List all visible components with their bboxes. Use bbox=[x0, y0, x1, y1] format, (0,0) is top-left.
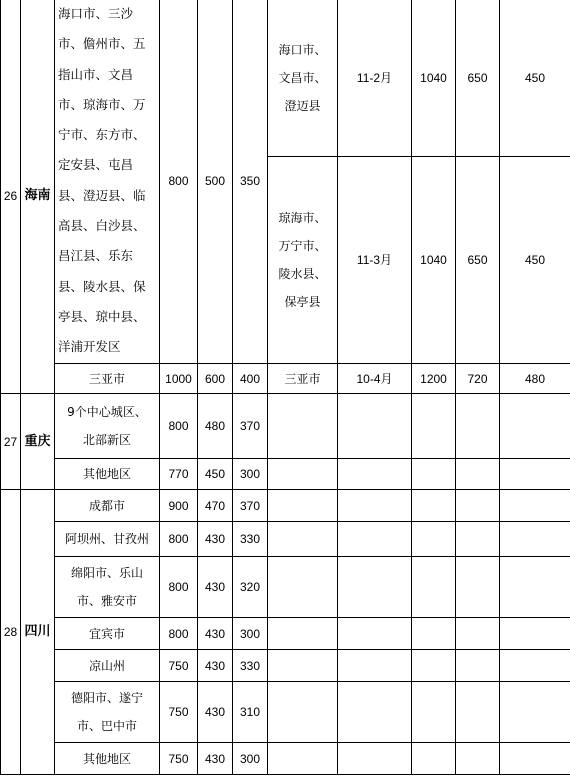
sub-area: 阿坝州、甘孜州 bbox=[55, 522, 160, 557]
standard-value: 470 bbox=[198, 490, 233, 522]
standard-value: 800 bbox=[160, 618, 198, 650]
empty-cell bbox=[338, 557, 412, 618]
sub-area: 其他地区 bbox=[55, 459, 160, 490]
sub-area: 绵阳市、乐山 市、雅安市 bbox=[55, 557, 160, 618]
empty-cell bbox=[338, 522, 412, 557]
empty-cell bbox=[412, 490, 456, 522]
standard-value: 300 bbox=[233, 743, 268, 775]
province-name: 重庆 bbox=[21, 394, 55, 490]
empty-cell bbox=[500, 459, 570, 490]
standard-value: 320 bbox=[233, 557, 268, 618]
standard-value: 900 bbox=[160, 490, 198, 522]
empty-cell bbox=[338, 490, 412, 522]
peak-value: 720 bbox=[456, 364, 500, 394]
peak-value: 1040 bbox=[412, 157, 456, 364]
peak-value: 450 bbox=[500, 0, 570, 157]
standard-value: 300 bbox=[233, 618, 268, 650]
empty-cell bbox=[338, 682, 412, 743]
empty-cell bbox=[412, 743, 456, 775]
empty-cell bbox=[338, 743, 412, 775]
province-name: 四川 bbox=[21, 490, 55, 775]
standard-value: 370 bbox=[233, 394, 268, 459]
sub-area: 三亚市 bbox=[55, 364, 160, 394]
empty-cell bbox=[338, 650, 412, 682]
peak-value: 480 bbox=[500, 364, 570, 394]
sub-area: 成都市 bbox=[55, 490, 160, 522]
peak-period: 11-3月 bbox=[338, 157, 412, 364]
row-number: 28 bbox=[1, 490, 21, 775]
empty-cell bbox=[412, 522, 456, 557]
peak-area: 琼海市、 万宁市、 陵水县、 保亭县 bbox=[268, 157, 338, 364]
standard-value: 800 bbox=[160, 522, 198, 557]
standard-value: 300 bbox=[233, 459, 268, 490]
standard-value: 600 bbox=[198, 364, 233, 394]
standard-value: 330 bbox=[233, 650, 268, 682]
empty-cell bbox=[338, 394, 412, 459]
empty-cell bbox=[412, 650, 456, 682]
sub-area: 宜宾市 bbox=[55, 618, 160, 650]
standard-value: 750 bbox=[160, 682, 198, 743]
empty-cell bbox=[500, 682, 570, 743]
empty-cell bbox=[456, 490, 500, 522]
empty-cell bbox=[268, 650, 338, 682]
sub-area: 德阳市、遂宁 市、巴中市 bbox=[55, 682, 160, 743]
empty-cell bbox=[268, 522, 338, 557]
empty-cell bbox=[456, 618, 500, 650]
empty-cell bbox=[268, 743, 338, 775]
row-number: 27 bbox=[1, 394, 21, 490]
standard-value: 350 bbox=[233, 0, 268, 364]
empty-cell bbox=[500, 557, 570, 618]
empty-cell bbox=[412, 557, 456, 618]
empty-cell bbox=[456, 522, 500, 557]
empty-cell bbox=[412, 459, 456, 490]
sub-area: 凉山州 bbox=[55, 650, 160, 682]
empty-cell bbox=[500, 650, 570, 682]
standard-value: 430 bbox=[198, 522, 233, 557]
empty-cell bbox=[268, 394, 338, 459]
empty-cell bbox=[268, 490, 338, 522]
standard-value: 430 bbox=[198, 650, 233, 682]
empty-cell bbox=[456, 682, 500, 743]
empty-cell bbox=[268, 682, 338, 743]
standard-value: 480 bbox=[198, 394, 233, 459]
empty-cell bbox=[500, 743, 570, 775]
standard-value: 450 bbox=[198, 459, 233, 490]
empty-cell bbox=[500, 490, 570, 522]
standard-value: 750 bbox=[160, 743, 198, 775]
standard-value: 800 bbox=[160, 394, 198, 459]
standard-value: 370 bbox=[233, 490, 268, 522]
province-name: 海南 bbox=[21, 0, 55, 394]
peak-period: 11-2月 bbox=[338, 0, 412, 157]
standard-value: 750 bbox=[160, 650, 198, 682]
standard-value: 400 bbox=[233, 364, 268, 394]
peak-value: 1040 bbox=[412, 0, 456, 157]
standard-value: 770 bbox=[160, 459, 198, 490]
sub-area: 其他地区 bbox=[55, 743, 160, 775]
peak-period: 10-4月 bbox=[338, 364, 412, 394]
peak-value: 650 bbox=[456, 157, 500, 364]
empty-cell bbox=[500, 394, 570, 459]
peak-value: 450 bbox=[500, 157, 570, 364]
empty-cell bbox=[268, 459, 338, 490]
standard-value: 330 bbox=[233, 522, 268, 557]
empty-cell bbox=[338, 459, 412, 490]
empty-cell bbox=[268, 557, 338, 618]
standard-value: 500 bbox=[198, 0, 233, 364]
empty-cell bbox=[456, 557, 500, 618]
empty-cell bbox=[456, 459, 500, 490]
peak-value: 650 bbox=[456, 0, 500, 157]
standard-value: 310 bbox=[233, 682, 268, 743]
empty-cell bbox=[412, 682, 456, 743]
empty-cell bbox=[500, 522, 570, 557]
row-number: 26 bbox=[1, 0, 21, 394]
standard-value: 1000 bbox=[160, 364, 198, 394]
sub-area: 9个中心城区、 北部新区 bbox=[55, 394, 160, 459]
peak-area: 海口市、 文昌市、 澄迈县 bbox=[268, 0, 338, 157]
peak-area: 三亚市 bbox=[268, 364, 338, 394]
empty-cell bbox=[456, 650, 500, 682]
standard-value: 800 bbox=[160, 0, 198, 364]
empty-cell bbox=[338, 618, 412, 650]
standard-value: 800 bbox=[160, 557, 198, 618]
empty-cell bbox=[412, 394, 456, 459]
peak-value: 1200 bbox=[412, 364, 456, 394]
empty-cell bbox=[456, 394, 500, 459]
empty-cell bbox=[500, 618, 570, 650]
empty-cell bbox=[268, 618, 338, 650]
standard-value: 430 bbox=[198, 743, 233, 775]
area-list: 海口市、三沙 市、儋州市、五 指山市、文昌 市、琼海市、万 宁市、东方市、 定安县、屯昌 县、澄迈县、临 高县、白沙县、 昌江县、乐东 县、陵水县、保 亭县、琼中县、 洋浦开发区 bbox=[55, 0, 160, 364]
empty-cell bbox=[412, 618, 456, 650]
standard-value: 430 bbox=[198, 682, 233, 743]
empty-cell bbox=[456, 743, 500, 775]
standard-value: 430 bbox=[198, 557, 233, 618]
standard-value: 430 bbox=[198, 618, 233, 650]
